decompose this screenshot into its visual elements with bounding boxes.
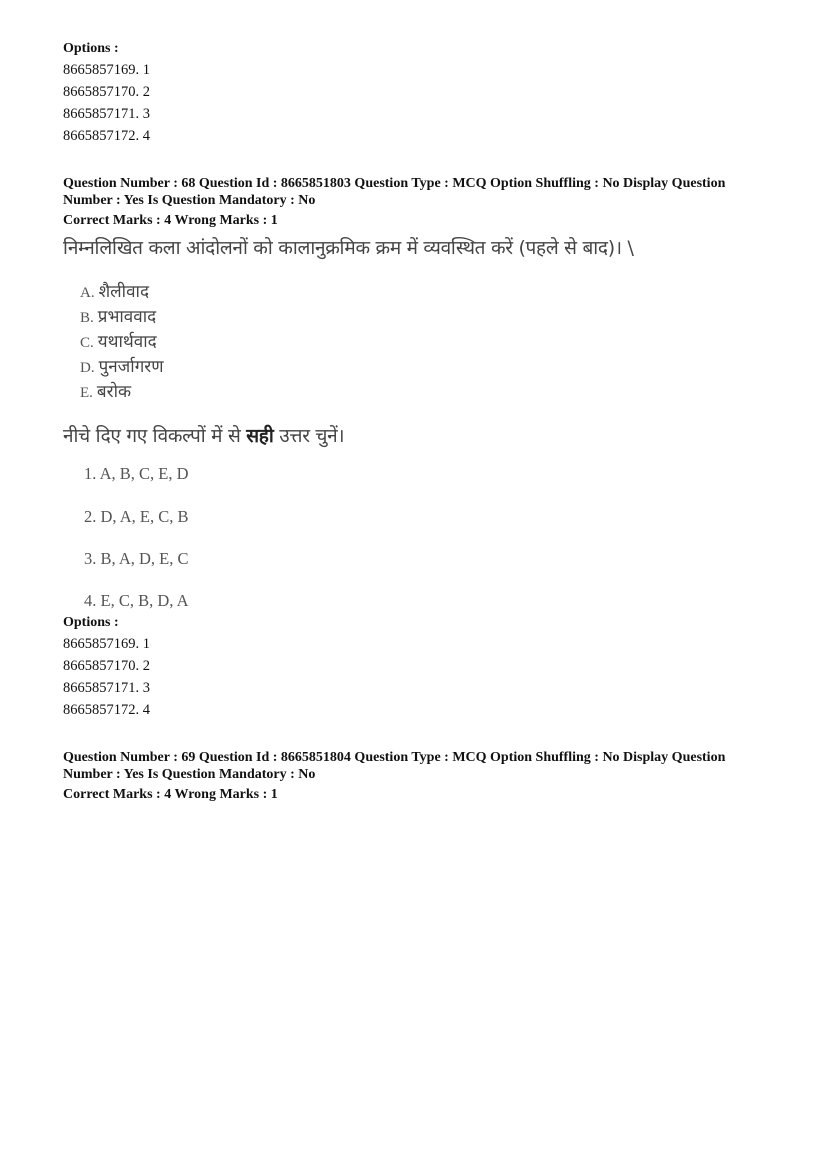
statement-item [80,379,131,402]
instruction [63,422,344,448]
instruction-text: उत्तर चुनें। [273,425,345,447]
statement-item [80,304,156,327]
answer-choice: 4. E, C, B, D, A [84,591,189,610]
statement-text: बरोक [96,382,132,402]
statement-label: A. [80,285,95,301]
question-header: Question Number : 69 Question Id : 8665851804 Question Type : MCQ Option Shuffling : No Display Question [63,750,726,765]
options-label: Options : [63,615,119,630]
statement-item [80,329,157,352]
statement-text: पुनर्जागरण [98,357,164,377]
statement-label: B. [80,310,94,326]
statement-label: E. [80,385,93,401]
option-line: 8665857171. 3 [63,680,150,696]
option-line: 8665857172. 4 [63,128,150,144]
option-line: 8665857170. 2 [63,658,150,674]
answer-choice: 3. B, A, D, E, C [84,549,189,568]
statement-text: शैलीवाद [98,282,149,302]
question-header-cont: Number : Yes Is Question Mandatory : No [63,767,316,782]
marks-line: Correct Marks : 4 Wrong Marks : 1 [63,787,278,802]
statement-item [80,279,149,302]
options-label: Options : [63,41,119,56]
answer-choice: 2. D, A, E, C, B [84,507,189,526]
question-header: Question Number : 68 Question Id : 8665851803 Question Type : MCQ Option Shuffling : No Display Question [63,176,726,191]
option-line: 8665857171. 3 [63,106,150,122]
option-line: 8665857169. 1 [63,636,150,652]
statement-label: D. [80,360,95,376]
instruction-emphasis: सही [246,425,274,447]
instruction-text: नीचे दिए गए विकल्पों में से [63,425,247,447]
question-stem: निम्नलिखित कला आंदोलनों को कालानुक्रमिक क्रम में व्यवस्थित करें (पहले से बाद)। \ [63,237,634,259]
answer-choice: 1. A, B, C, E, D [84,464,189,483]
statement-text: यथार्थवाद [97,332,157,352]
option-line: 8665857169. 1 [63,62,150,78]
option-line: 8665857170. 2 [63,84,150,100]
statement-item [80,354,164,377]
question-header-cont: Number : Yes Is Question Mandatory : No [63,193,316,208]
statement-label: C. [80,335,94,351]
statement-text: प्रभाववाद [97,307,157,327]
option-line: 8665857172. 4 [63,702,150,718]
marks-line: Correct Marks : 4 Wrong Marks : 1 [63,213,278,228]
